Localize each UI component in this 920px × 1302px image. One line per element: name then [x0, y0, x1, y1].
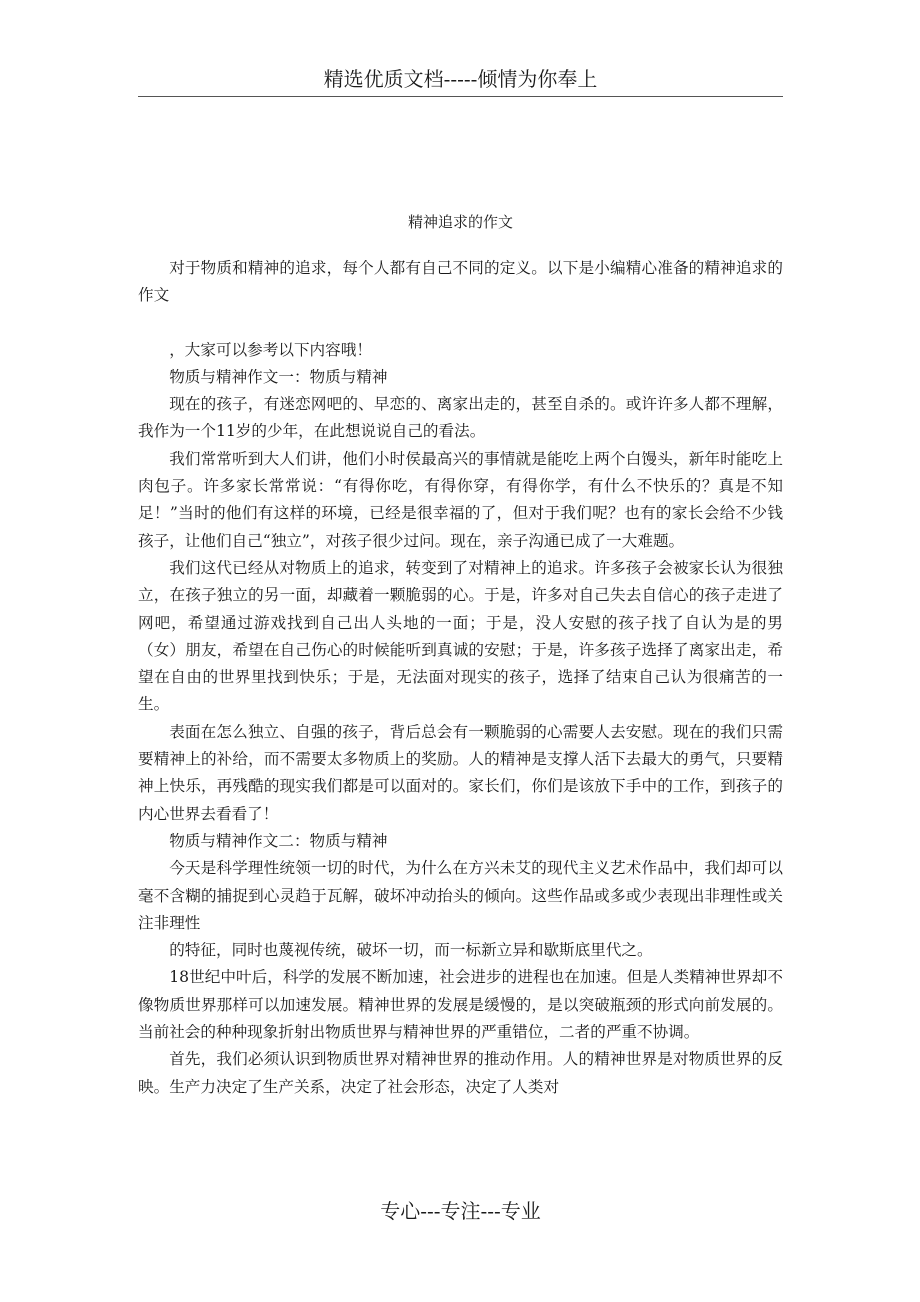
paragraph: 18世纪中叶后，科学的发展不断加速，社会进步的进程也在加速。但是人类精神世界却不像物质世界那样可以加速发展。精神世界的发展是缓慢的，是以突破瓶颈的形式向前发展的。当前社会的种种现象折射出物质世界与精神世界的严重错位，二者的严重不协调。: [138, 968, 783, 1042]
paragraph: 我们这代已经从对物质上的追求，转变到了对精神上的追求。许多孩子会被家长认为很独立，在孩子独立的另一面，却藏着一颗脆弱的心。于是，许多对自己失去自信心的孩子走进了网吧，希望通过游戏找到自己出人头地的一面；于是，没人安慰的孩子找了自认为是的男（女）朋友，希望在自己伤心的时候能听到真诚的安慰；于是，许多孩子选择了离家出走，希望在自由的世界里找到快乐；于是，无法面对现实的孩子，选择了结束自己认为很痛苦的一生。: [138, 558, 783, 714]
document-body: [138, 255, 783, 1101]
paragraph: 我们常常听到大人们讲，他们小时侯最高兴的事情就是能吃上两个白馒头，新年时能吃上肉包子。许多家长常常说：“有得你吃，有得你穿，有得你学，有什么不快乐的？真是不知足！”当时的他们有这样的环境，已经是很幸福的了，但对于我们呢？也有的家长会给不少钱孩子，让他们自己“独立”，对孩子很少过问。现在，亲子沟通已成了一大难题。: [138, 449, 783, 550]
paragraph: 首先，我们必须认识到物质世界对精神世界的推动作用。人的精神世界是对物质世界的反映。生产力决定了生产关系，决定了社会形态，决定了人类对: [138, 1050, 783, 1096]
page-header: 精选优质文档-----倾情为你奉上: [323, 67, 598, 91]
paragraph: 对于物质和精神的追求，每个人都有自己不同的定义。以下是小编精心准备的精神追求的作文: [138, 259, 783, 305]
paragraph: ，大家可以参考以下内容哦！: [169, 340, 372, 359]
paragraph: 的特征，同时也蔑视传统，破坏一切，而一标新立异和歇斯底里代之。: [169, 941, 653, 960]
paragraph: 现在的孩子，有迷恋网吧的、早恋的、离家出走的，甚至自杀的。或许许多人都不理解，我作为一个11岁的少年，在此想说说自己的看法。: [138, 395, 783, 441]
paragraph: 表面在怎么独立、自强的孩子，背后总会有一颗脆弱的心需要人去安慰。现在的我们只需要精神上的补给，而不需要太多物质上的奖励。人的精神是支撑人活下去最大的勇气，只要精神上快乐，再残酷的现实我们都是可以面对的。家长们，你们是该放下手中的工作，到孩子的内心世界去看看了！: [138, 722, 783, 823]
page-footer: 专心---专注---专业: [380, 1199, 541, 1223]
section-heading: 物质与精神作文一：物质与精神: [169, 367, 388, 386]
header-divider: [138, 96, 783, 97]
document-title: 精神追求的作文: [407, 213, 513, 231]
paragraph: 今天是科学理性统领一切的时代，为什么在方兴未艾的现代主义艺术作品中，我们却可以毫不含糊的捕捉到心灵趋于瓦解，破坏冲动抬头的倾向。这些作品或多或少表现出非理性或关注非理性: [138, 859, 783, 932]
section-heading: 物质与精神作文二：物质与精神: [169, 831, 388, 850]
